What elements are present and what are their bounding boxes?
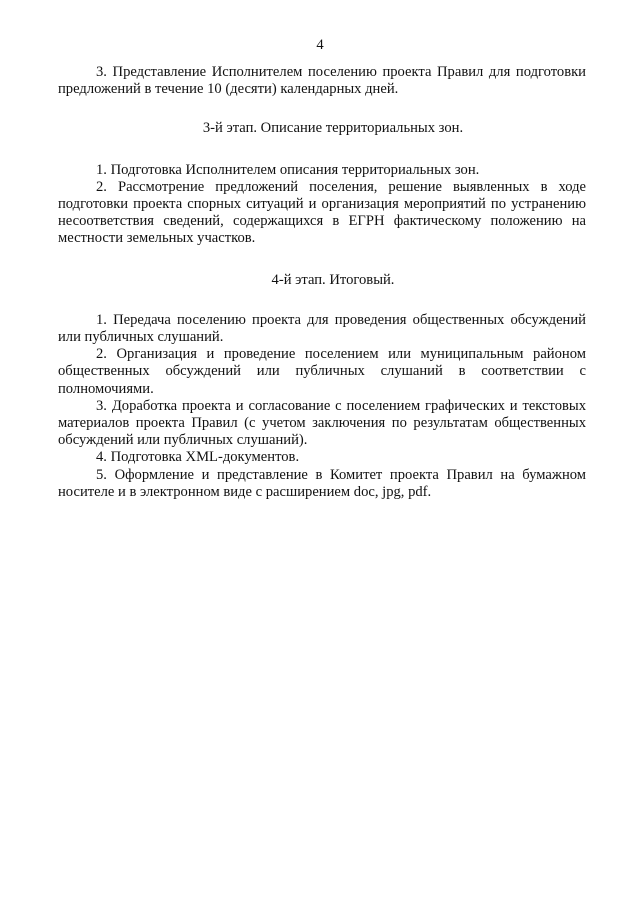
item-text: Подготовка XML-документов. xyxy=(110,449,300,466)
stage4-item-5 xyxy=(58,467,586,501)
item-number: 3. xyxy=(96,64,107,80)
item-number: 3. xyxy=(96,397,107,414)
item-text: Доработка проекта и согласование с поселением графических и текстовых материалов проекта Правил (с учетом заключения по результатам общественных обсуждений или публичных слушаний). xyxy=(58,397,586,449)
item-text: Организация и проведение поселением или муниципальным районом общественных обсуждений или публичных слушаний в соответствии с полномочиями. xyxy=(58,346,586,397)
stage3-item-1 xyxy=(58,162,586,179)
item-number: 1. xyxy=(96,161,107,178)
item-number: 1. xyxy=(96,311,107,328)
stage4-item-2 xyxy=(58,346,586,398)
stage4-item-4 xyxy=(58,449,586,466)
item-number: 5. xyxy=(96,466,107,483)
stage4-item-1 xyxy=(58,312,586,346)
intro-paragraph xyxy=(58,64,586,98)
document-body xyxy=(58,64,586,501)
stage4-item-3 xyxy=(58,398,586,450)
item-text: Подготовка Исполнителем описания территориальных зон. xyxy=(110,161,480,178)
stage3-heading: 3-й этап. Описание территориальных зон. xyxy=(202,120,464,137)
item-text: Представление Исполнителем поселению проекта Правил для подготовки предложений в течение 10 (десяти) календарных дней. xyxy=(58,64,586,98)
item-text: Рассмотрение предложений поселения, решение выявленных в ходе подготовки проекта спорных ситуаций и организация мероприятий по устранению несоответствия сведений, содержащихся в ЕГРН фактическому положению на местности земельных участков. xyxy=(58,178,586,247)
item-number: 2. xyxy=(96,178,107,195)
item-text: Оформление и представление в Комитет проекта Правил на бумажном носителе и в электронном виде с расширением doc, jpg, pdf. xyxy=(58,466,587,500)
page-number: 4 xyxy=(316,37,324,53)
item-number: 2. xyxy=(96,346,107,363)
stage3-item-2 xyxy=(58,179,586,248)
item-text: Передача поселению проекта для проведения общественных обсуждений или публичных слушаний. xyxy=(58,311,586,346)
item-number: 4. xyxy=(96,449,107,466)
stage4-heading: 4-й этап. Итоговый. xyxy=(271,271,395,288)
